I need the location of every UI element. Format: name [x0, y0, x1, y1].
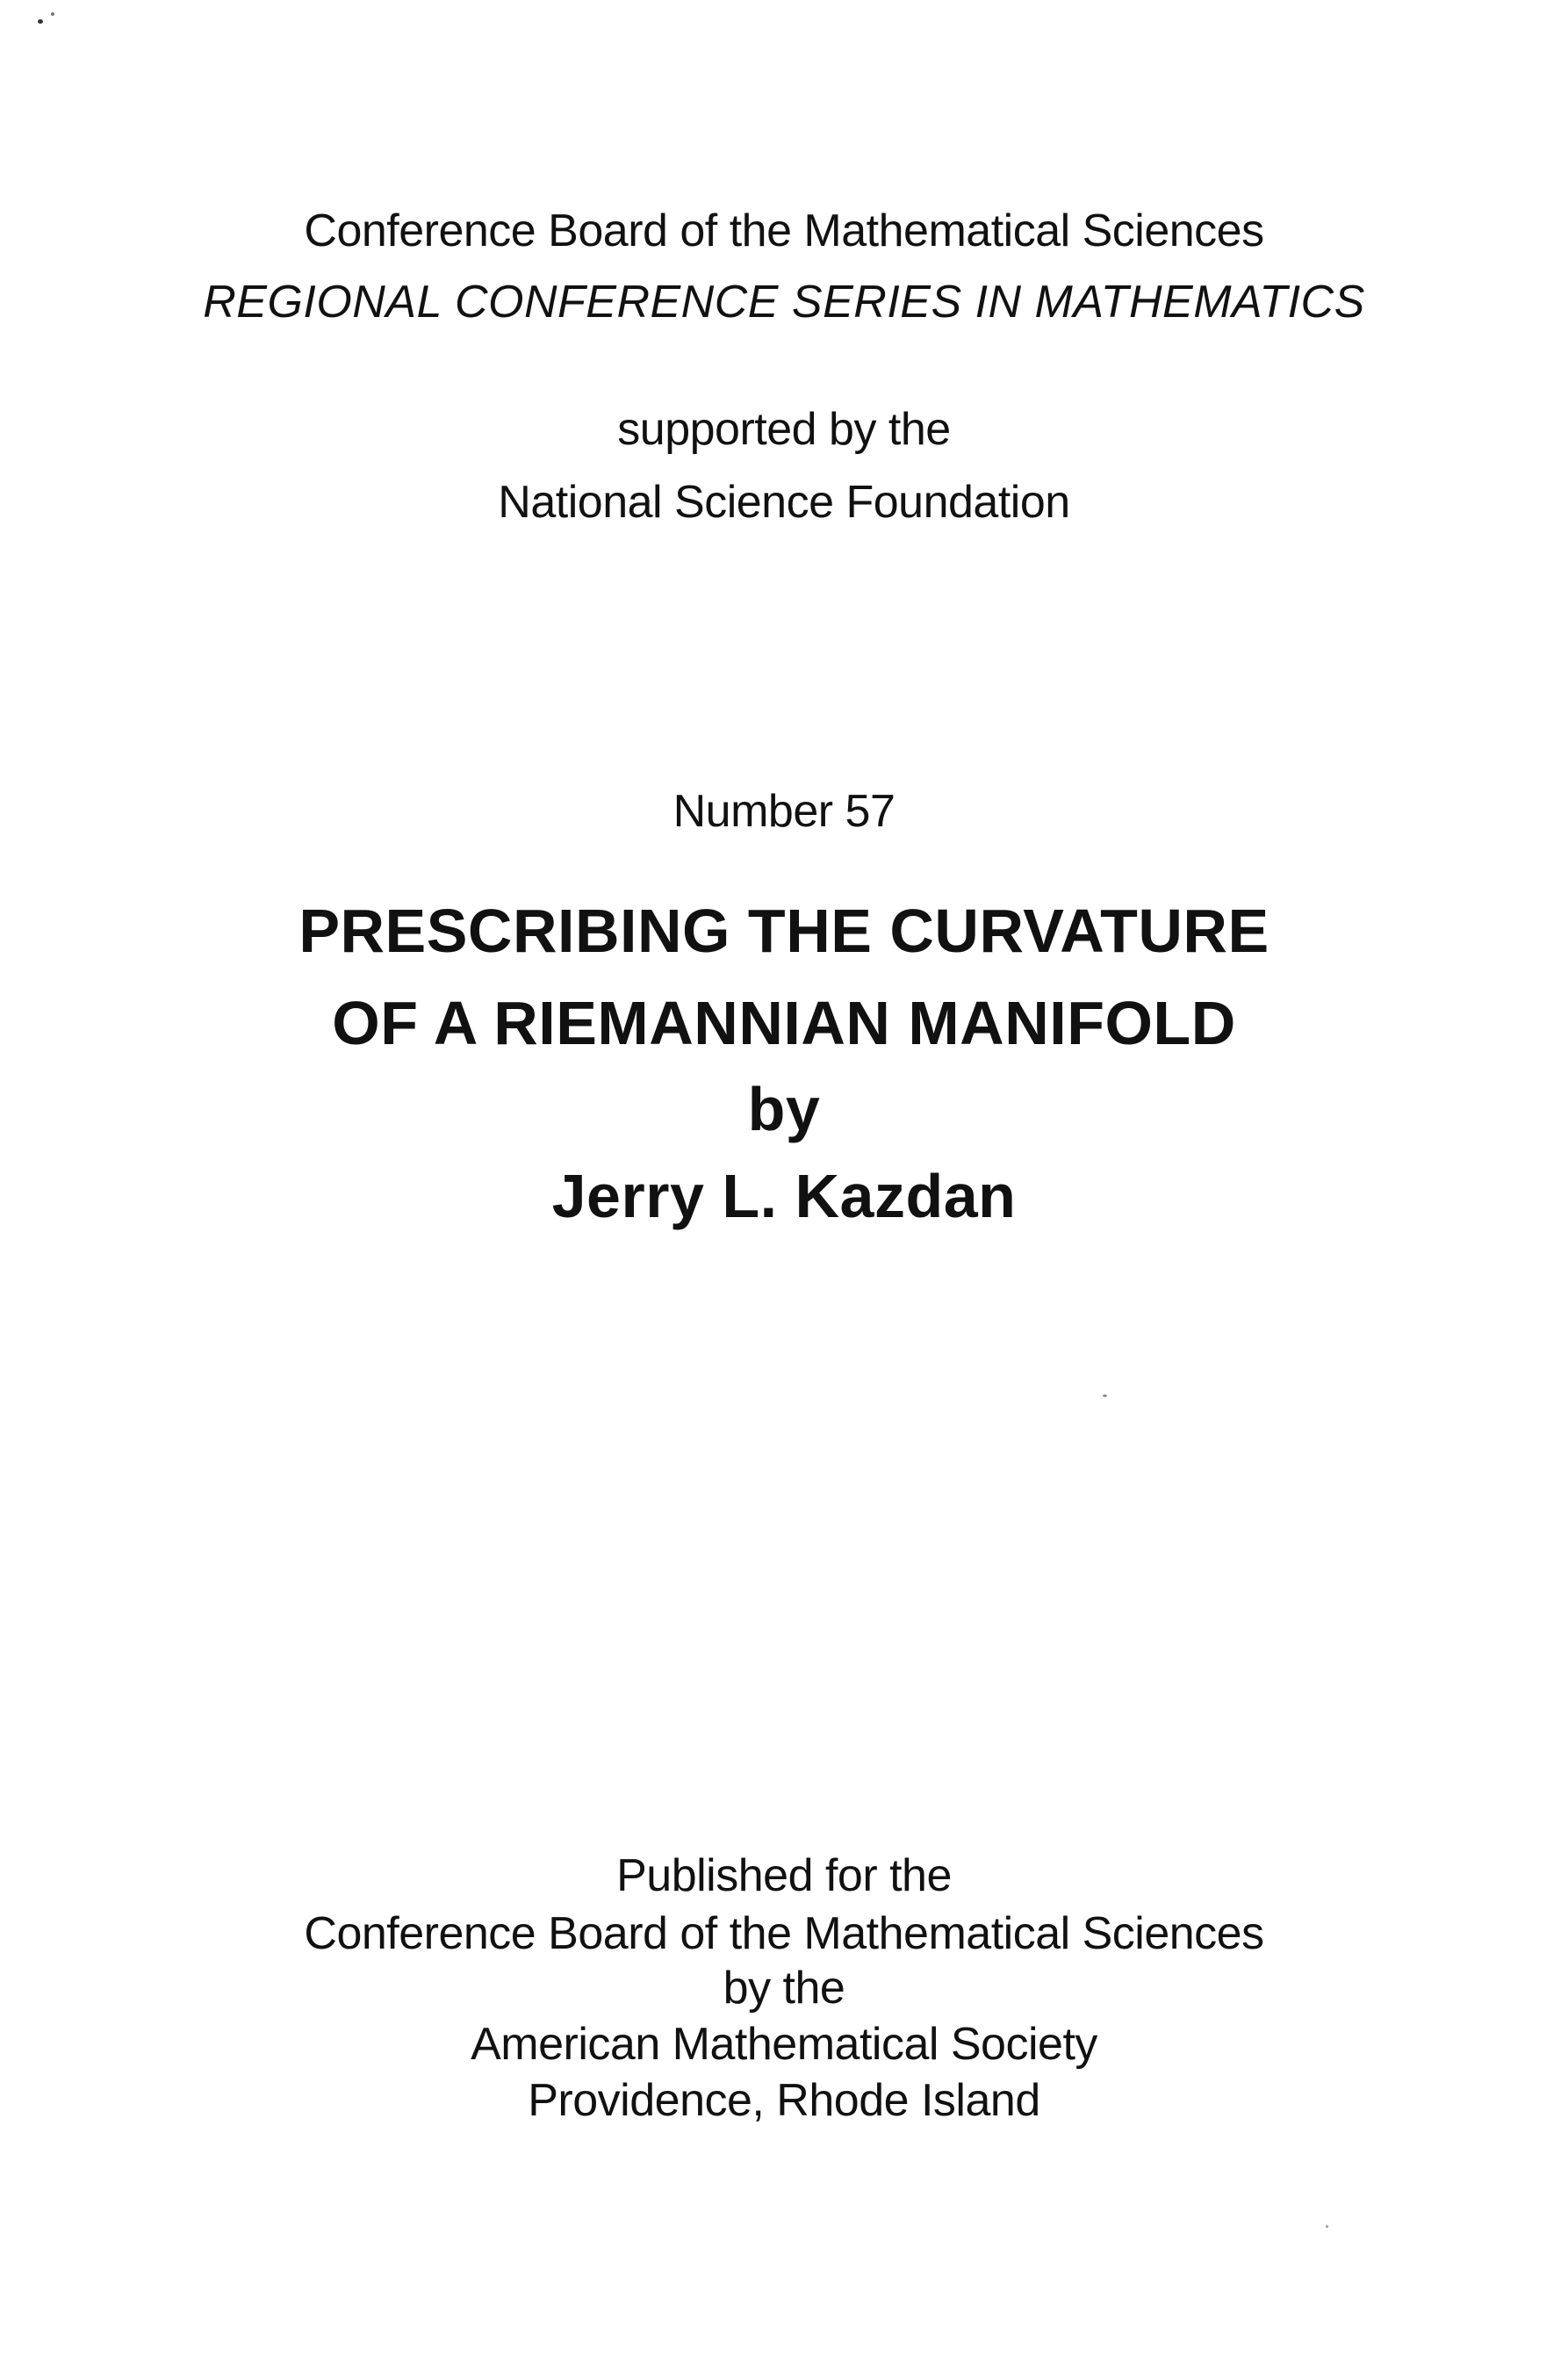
published-for-line: Published for the [616, 1850, 952, 1901]
book-title-line-2: OF A RIEMANNIAN MANIFOLD [332, 989, 1236, 1057]
volume-number: Number 57 [673, 786, 895, 837]
scan-speck [38, 19, 43, 24]
book-title-line-1: PRESCRIBING THE CURVATURE [298, 897, 1270, 965]
publisher-by-line: by the [723, 1963, 845, 2014]
supported-by-line: supported by the [617, 404, 951, 455]
scan-speck [51, 12, 54, 16]
scan-speck [1326, 2225, 1328, 2228]
foundation-name: National Science Foundation [498, 477, 1070, 528]
scan-speck [1103, 1394, 1107, 1397]
conference-board-heading: Conference Board of the Mathematical Sciences [304, 205, 1264, 256]
publisher-board-line: Conference Board of the Mathematical Sciences [304, 1908, 1264, 1959]
publisher-location-line: Providence, Rhode Island [528, 2075, 1040, 2126]
by-line: by [747, 1075, 821, 1143]
author-name: Jerry L. Kazdan [551, 1162, 1017, 1230]
series-title: REGIONAL CONFERENCE SERIES IN MATHEMATICS [203, 277, 1365, 328]
publisher-society-line: American Mathematical Society [471, 2019, 1097, 2070]
